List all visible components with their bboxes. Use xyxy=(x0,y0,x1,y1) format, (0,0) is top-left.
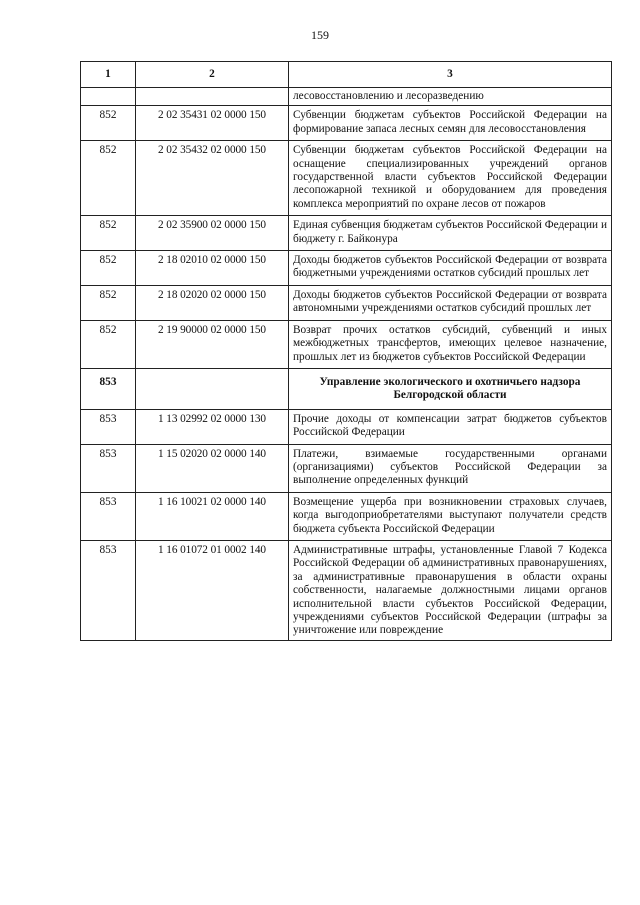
page-number: 159 xyxy=(311,28,329,42)
revenue-code: 2 02 35900 02 0000 150 xyxy=(136,216,289,251)
section-header-row xyxy=(81,368,612,409)
admin-code: 852 xyxy=(81,216,136,251)
table-row xyxy=(81,106,612,141)
revenue-code: 1 13 02992 02 0000 130 xyxy=(136,409,289,444)
admin-code: 852 xyxy=(81,141,136,216)
revenue-description: Субвенции бюджетам субъектов Российской Федерации на оснащение специализированных учреждений органов государственной власти субъектов Российской Федерации лесопожарной техникой и оборудованием для проведения комплекса мероприятий по охране лесов от пожаров xyxy=(289,141,612,216)
continuation-code-cell xyxy=(136,88,289,106)
revenue-code xyxy=(136,368,289,409)
revenue-description: Субвенции бюджетам субъектов Российской Федерации на формирование запаса лесных семян для лесовосстановления xyxy=(289,106,612,141)
continuation-admin-cell xyxy=(81,88,136,106)
revenue-description: Платежи, взимаемые государственными органами (организациями) субъектов Российской Федерации за выполнение определенных функций xyxy=(289,444,612,492)
revenue-description: Возмещение ущерба при возникновении страховых случаев, когда выгодоприобретателями выступают получатели средств бюджета субъекта Российской Федерации xyxy=(289,492,612,540)
table-row xyxy=(81,444,612,492)
table-row xyxy=(81,492,612,540)
revenue-description: Единая субвенция бюджетам субъектов Российской Федерации и бюджету г. Байконура xyxy=(289,216,612,251)
revenue-code: 1 15 02020 02 0000 140 xyxy=(136,444,289,492)
header-col-1: 1 xyxy=(81,62,136,88)
revenue-code: 2 02 35431 02 0000 150 xyxy=(136,106,289,141)
continuation-text: лесовосстановлению и лесоразведению xyxy=(289,88,612,106)
admin-code: 853 xyxy=(81,492,136,540)
admin-code: 852 xyxy=(81,251,136,286)
revenue-description: Возврат прочих остатков субсидий, субвенций и иных межбюджетных трансфертов, имеющих целевое назначение, прошлых лет из бюджетов субъектов Российской Федерации xyxy=(289,320,612,368)
header-col-2: 2 xyxy=(136,62,289,88)
revenue-code: 2 18 02020 02 0000 150 xyxy=(136,285,289,320)
revenue-code: 2 19 90000 02 0000 150 xyxy=(136,320,289,368)
admin-code: 852 xyxy=(81,320,136,368)
revenue-description: Прочие доходы от компенсации затрат бюджетов субъектов Российской Федерации xyxy=(289,409,612,444)
table-row xyxy=(81,285,612,320)
revenue-code: 2 18 02010 02 0000 150 xyxy=(136,251,289,286)
admin-code: 853 xyxy=(81,368,136,409)
revenue-description: Административные штрафы, установленные Главой 7 Кодекса Российской Федерации об административных правонарушениях, за административные правонарушения в области охраны собственности, налагаемые должностными лицами органов исполнительной власти субъектов Российской Федерации, учреждениями субъектов Российской Федерации (штрафы за уничтожение или повреждение xyxy=(289,540,612,640)
revenue-code: 2 02 35432 02 0000 150 xyxy=(136,141,289,216)
header-col-3: 3 xyxy=(289,62,612,88)
section-title: Управление экологического и охотничьего надзора Белгородской области xyxy=(289,368,612,409)
table-row xyxy=(81,540,612,640)
revenue-code: 1 16 10021 02 0000 140 xyxy=(136,492,289,540)
table-row xyxy=(81,141,612,216)
revenue-description: Доходы бюджетов субъектов Российской Федерации от возврата автономными учреждениями остатков субсидий прошлых лет xyxy=(289,285,612,320)
table-row xyxy=(81,409,612,444)
revenue-code: 1 16 01072 01 0002 140 xyxy=(136,540,289,640)
revenue-description: Доходы бюджетов субъектов Российской Федерации от возврата бюджетными учреждениями остатков субсидий прошлых лет xyxy=(289,251,612,286)
admin-code: 852 xyxy=(81,106,136,141)
table-row xyxy=(81,216,612,251)
revenue-codes-table xyxy=(80,61,612,641)
admin-code: 853 xyxy=(81,409,136,444)
admin-code: 853 xyxy=(81,444,136,492)
table-header-row xyxy=(81,62,612,88)
continuation-row xyxy=(81,88,612,106)
table-row xyxy=(81,320,612,368)
admin-code: 853 xyxy=(81,540,136,640)
admin-code: 852 xyxy=(81,285,136,320)
table-row xyxy=(81,251,612,286)
